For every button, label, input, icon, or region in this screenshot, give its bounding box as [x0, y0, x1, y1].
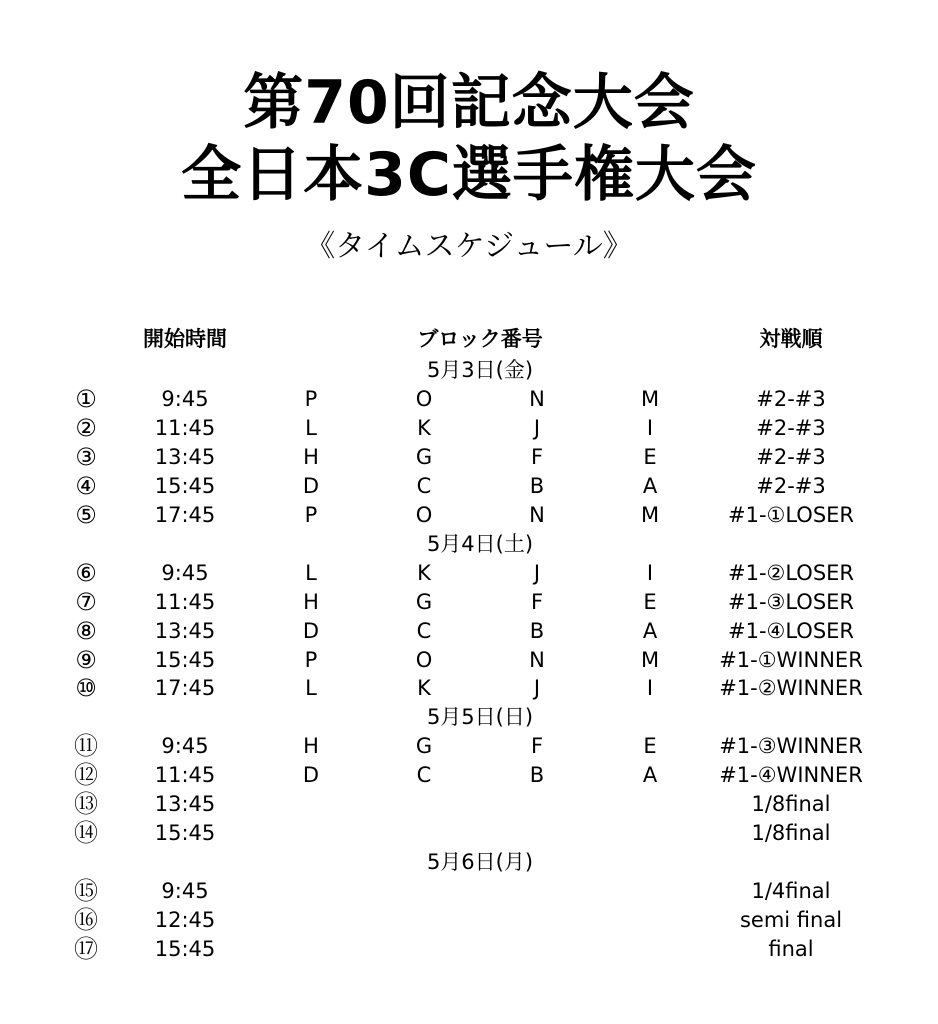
block-1: L — [305, 560, 317, 585]
block-4: E — [643, 589, 657, 614]
match-order: #2-#3 — [756, 444, 826, 469]
match-row — [0, 559, 938, 588]
match-number: ⑯ — [74, 906, 98, 935]
block-2: K — [417, 415, 431, 440]
match-row — [0, 732, 938, 761]
match-row — [0, 935, 938, 964]
block-2: O — [415, 386, 433, 411]
match-row — [0, 790, 938, 819]
block-3: F — [530, 444, 544, 469]
day-label: 5月4日(土) — [426, 531, 534, 556]
block-2: G — [415, 734, 433, 759]
match-row — [0, 877, 938, 906]
match-row — [0, 472, 938, 501]
block-1: P — [304, 502, 318, 527]
block-2: K — [417, 676, 431, 701]
start-time: 9:45 — [161, 386, 209, 411]
start-time: 15:45 — [154, 473, 216, 498]
match-row — [0, 501, 938, 530]
match-order: #1-②LOSER — [727, 560, 855, 585]
block-3: F — [530, 589, 544, 614]
start-time: 15:45 — [154, 821, 216, 846]
day-header-row — [0, 848, 938, 877]
block-2: C — [416, 618, 432, 643]
match-order: #2-#3 — [756, 415, 826, 440]
block-2: G — [415, 444, 433, 469]
block-4: M — [640, 647, 660, 672]
match-row — [0, 617, 938, 646]
start-time: 13:45 — [154, 618, 216, 643]
block-1: H — [303, 589, 319, 614]
match-row — [0, 414, 938, 443]
block-4: I — [646, 676, 654, 701]
match-order: final — [768, 937, 814, 961]
block-2: C — [416, 763, 432, 788]
start-time: 9:45 — [161, 560, 209, 585]
block-1: H — [303, 734, 319, 759]
match-number: ⑬ — [74, 790, 98, 819]
header-match-order: 対戦順 — [759, 327, 823, 351]
start-time: 11:45 — [154, 763, 216, 788]
match-number: ① — [75, 384, 97, 413]
block-3: N — [529, 386, 545, 411]
block-3: J — [533, 415, 541, 440]
header-block-number: ブロック番号 — [417, 327, 543, 351]
start-time: 15:45 — [154, 647, 216, 672]
block-4: A — [642, 473, 658, 498]
block-1: P — [304, 647, 318, 672]
block-1: L — [305, 415, 317, 440]
match-order: semi final — [739, 908, 843, 933]
match-order: #2-#3 — [756, 473, 826, 498]
match-row — [0, 819, 938, 848]
match-order: 1/8final — [751, 821, 831, 846]
start-time: 9:45 — [161, 734, 209, 759]
match-number: ② — [75, 413, 97, 442]
subtitle: 《タイムスケジュール》 — [305, 229, 633, 264]
start-time: 11:45 — [154, 415, 216, 440]
match-row — [0, 646, 938, 675]
title-line-1: 第70回記念大会 — [243, 68, 695, 138]
start-time: 15:45 — [154, 937, 216, 961]
match-order: 1/8final — [751, 792, 831, 817]
start-time: 17:45 — [154, 676, 216, 701]
block-1: D — [302, 763, 320, 788]
day-label: 5月6日(月) — [426, 850, 534, 875]
block-4: I — [646, 415, 654, 440]
day-label: 5月3日(金) — [426, 358, 534, 382]
match-number: ③ — [75, 442, 97, 471]
block-2: C — [416, 473, 432, 498]
start-time: 9:45 — [161, 879, 209, 904]
block-2: O — [415, 647, 433, 672]
block-3: N — [529, 502, 545, 527]
block-4: M — [640, 502, 660, 527]
block-3: F — [530, 734, 544, 759]
match-row — [0, 443, 938, 472]
match-order: #1-①WINNER — [719, 647, 863, 672]
day-label: 5月5日(日) — [426, 705, 534, 730]
block-1: D — [302, 473, 320, 498]
start-time: 17:45 — [154, 502, 216, 527]
match-order: #1-③WINNER — [719, 734, 863, 759]
start-time: 11:45 — [154, 589, 216, 614]
block-2: K — [417, 560, 431, 585]
block-4: E — [643, 734, 657, 759]
match-number: ⑮ — [74, 877, 98, 906]
match-number: ⑤ — [75, 500, 97, 529]
start-time: 13:45 — [154, 792, 216, 817]
block-3: B — [529, 618, 545, 643]
match-number: ④ — [75, 471, 97, 500]
match-row — [0, 385, 938, 414]
match-order: #1-③LOSER — [727, 589, 855, 614]
match-row — [0, 906, 938, 935]
block-4: I — [646, 560, 654, 585]
match-order: #1-②WINNER — [719, 676, 863, 701]
block-2: O — [415, 502, 433, 527]
start-time: 12:45 — [154, 908, 216, 933]
block-1: P — [304, 386, 318, 411]
block-3: J — [533, 560, 541, 585]
day-header-row — [0, 703, 938, 732]
block-4: E — [643, 444, 657, 469]
block-3: N — [529, 647, 545, 672]
match-number: ⑫ — [74, 761, 98, 790]
match-order: #1-④LOSER — [727, 618, 855, 643]
start-time: 13:45 — [154, 444, 216, 469]
day-header-row — [0, 530, 938, 559]
match-order: #1-④WINNER — [719, 763, 863, 788]
block-1: L — [305, 676, 317, 701]
match-order: #2-#3 — [756, 386, 826, 411]
block-1: D — [302, 618, 320, 643]
title-line-2: 全日本3C選手権大会 — [181, 140, 757, 210]
match-number: ⑨ — [75, 645, 97, 674]
match-number: ⑭ — [74, 819, 98, 848]
match-number: ⑩ — [75, 674, 97, 703]
match-row — [0, 761, 938, 790]
match-row — [0, 674, 938, 703]
match-row — [0, 588, 938, 617]
match-number: ⑥ — [75, 558, 97, 587]
match-order: 1/4final — [751, 879, 831, 904]
block-4: A — [642, 618, 658, 643]
day-header-row — [0, 356, 938, 385]
block-4: M — [640, 386, 660, 411]
block-1: H — [303, 444, 319, 469]
block-3: B — [529, 473, 545, 498]
block-3: J — [533, 676, 541, 701]
match-number: ⑰ — [74, 935, 98, 963]
block-4: A — [642, 763, 658, 788]
block-2: G — [415, 589, 433, 614]
match-number: ⑧ — [75, 616, 97, 645]
header-start-time: 開始時間 — [143, 327, 227, 351]
block-3: B — [529, 763, 545, 788]
match-number: ⑪ — [74, 732, 98, 761]
match-number: ⑦ — [75, 587, 97, 616]
match-order: #1-①LOSER — [727, 502, 855, 527]
